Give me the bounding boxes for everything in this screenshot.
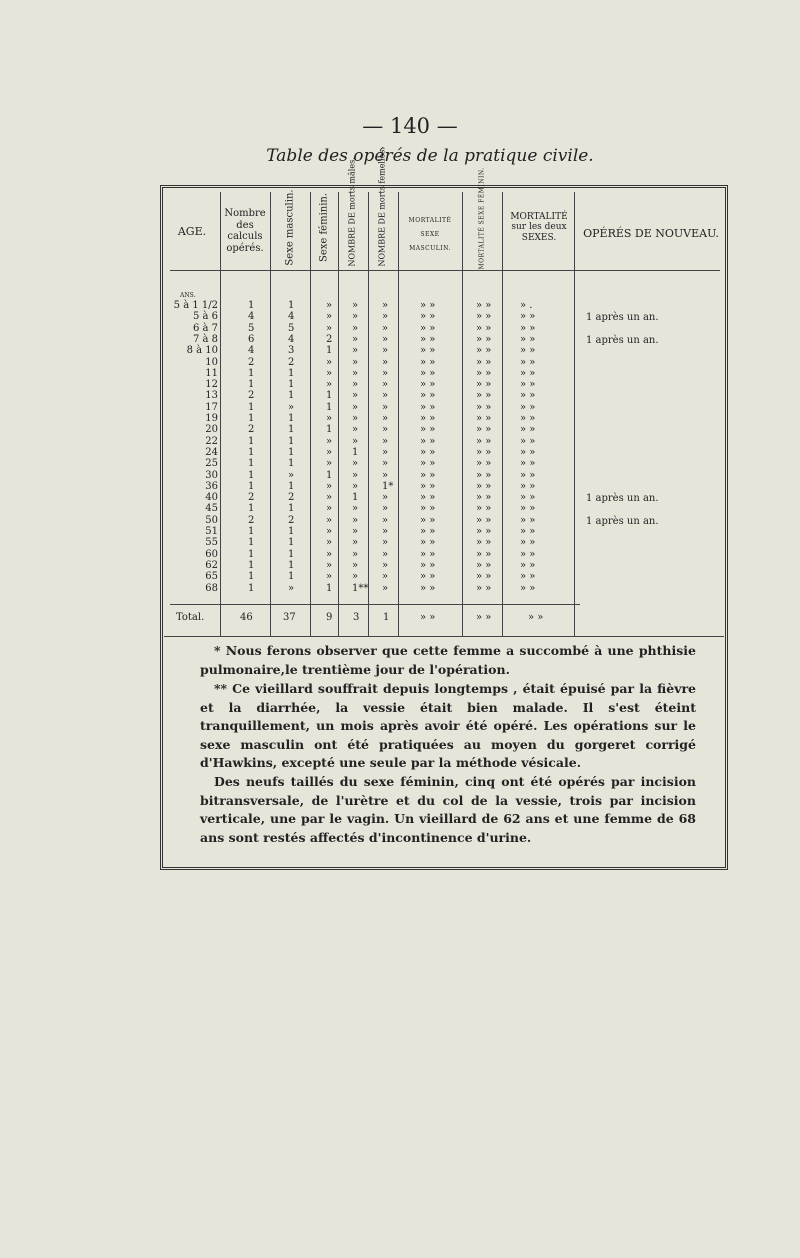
cell-mortalite-masc: » » bbox=[420, 356, 436, 368]
cell-mortalite-fem: » » bbox=[476, 469, 492, 481]
cell-sexe-fem: 1 bbox=[326, 469, 333, 481]
cell-sexe-fem: 1 bbox=[326, 401, 333, 413]
cell-calculs: 1 bbox=[248, 503, 255, 515]
cell-calculs: 1 bbox=[248, 582, 255, 594]
cell-calculs: 1 bbox=[248, 367, 255, 379]
cell-morts-femelles: » bbox=[382, 514, 389, 526]
cell-mortalite-fem: » » bbox=[476, 503, 492, 515]
cell-morts-males: 1** bbox=[352, 582, 369, 594]
cell-mortalite-deux: » » bbox=[520, 435, 536, 447]
cell-sexe-fem: » bbox=[326, 492, 333, 504]
cell-age: 20 bbox=[205, 424, 218, 436]
cell-calculs: 1 bbox=[248, 458, 255, 470]
cell-morts-femelles: » bbox=[382, 469, 389, 481]
cell-mortalite-deux: » » bbox=[520, 480, 536, 492]
header-morts-femelles: NOMBRE DE morts femelles. bbox=[377, 147, 387, 267]
cell-mortalite-masc: » » bbox=[420, 469, 436, 481]
col-divider bbox=[398, 192, 399, 636]
cell-mortalite-deux: » » bbox=[520, 333, 536, 345]
cell-mortalite-fem: » » bbox=[476, 333, 492, 345]
cell-sexe-fem: » bbox=[326, 367, 333, 379]
cell-sexe-masc: 1 bbox=[288, 379, 295, 391]
footnote-3 bbox=[200, 773, 696, 847]
header-sexe-masc: Sexe masculin. bbox=[284, 189, 296, 266]
cell-mortalite-fem: » » bbox=[476, 446, 492, 458]
cell-morts-males: » bbox=[352, 300, 359, 311]
cell-sexe-masc: 1 bbox=[288, 446, 295, 458]
cell-sexe-masc: 2 bbox=[288, 356, 295, 368]
cell-mortalite-fem: » » bbox=[476, 458, 492, 470]
cell-sexe-masc: 1 bbox=[288, 537, 295, 549]
cell-morts-males: » bbox=[352, 333, 359, 345]
cell-mortalite-deux: » » bbox=[520, 526, 536, 537]
cell-sexe-masc: 1 bbox=[288, 390, 295, 402]
cell-age: 55 bbox=[205, 537, 218, 549]
cell-sexe-fem: 1 bbox=[326, 424, 333, 436]
cell-sexe-fem: » bbox=[326, 356, 333, 368]
cell-calculs: 4 bbox=[248, 311, 255, 323]
cell-sexe-masc: 1 bbox=[288, 526, 295, 537]
cell-morts-males: » bbox=[352, 514, 359, 526]
cell-mortalite-masc: » » bbox=[420, 322, 436, 334]
cell-mortalite-fem: » » bbox=[476, 548, 492, 560]
header-operes: OPÉRÉS DE NOUVEAU. bbox=[583, 227, 719, 240]
cell-mortalite-fem: » » bbox=[476, 480, 492, 492]
cell-mortalite-deux: » » bbox=[520, 582, 536, 594]
cell-morts-femelles: » bbox=[382, 503, 389, 515]
total-masc: 37 bbox=[283, 612, 296, 623]
cell-mortalite-masc: » » bbox=[420, 526, 436, 537]
cell-morts-femelles: » bbox=[382, 333, 389, 345]
page-number: — 140 — bbox=[362, 114, 458, 138]
cell-morts-femelles: » bbox=[382, 582, 389, 594]
cell-mortalite-fem: » » bbox=[476, 514, 492, 526]
cell-mortalite-fem: » » bbox=[476, 356, 492, 368]
cell-morts-femelles: » bbox=[382, 345, 389, 357]
cell-age: 40 bbox=[205, 492, 218, 504]
cell-mortalite-masc: » » bbox=[420, 413, 436, 424]
cell-mortalite-masc: » » bbox=[420, 390, 436, 402]
cell-mortalite-masc: » » bbox=[420, 424, 436, 436]
cell-morts-femelles: » bbox=[382, 559, 389, 571]
cell-mortalite-masc: » » bbox=[420, 367, 436, 379]
cell-sexe-fem: » bbox=[326, 379, 333, 391]
cell-mortalite-deux: » » bbox=[520, 413, 536, 424]
col-divider bbox=[502, 192, 503, 636]
cell-calculs: 2 bbox=[248, 492, 255, 504]
cell-sexe-fem: » bbox=[326, 514, 333, 526]
cell-calculs: 2 bbox=[248, 514, 255, 526]
cell-calculs: 5 bbox=[248, 322, 255, 334]
cell-calculs: 2 bbox=[248, 424, 255, 436]
cell-sexe-masc: » bbox=[288, 469, 295, 481]
cell-morts-femelles: » bbox=[382, 458, 389, 470]
total-morts-males: 3 bbox=[353, 612, 360, 623]
cell-sexe-fem: 1 bbox=[326, 390, 333, 402]
cell-age: 19 bbox=[205, 413, 218, 424]
cell-age: 17 bbox=[205, 401, 218, 413]
cell-morts-femelles: » bbox=[382, 401, 389, 413]
cell-operes-note: 1 après un an. bbox=[586, 493, 659, 505]
cell-morts-males: » bbox=[352, 571, 359, 583]
cell-calculs: 1 bbox=[248, 435, 255, 447]
cell-mortalite-masc: » » bbox=[420, 503, 436, 515]
footnote-3-text: Des neufs taillés du sexe féminin, cinq ont été opérés par incision bitransversale, de l'urètre et du col de la vessie, trois par incision verticale, une par le vagin. Un vieillard de 62 ans et une femme de 68 ans sont restés affectés d'incontinence d'urine. bbox=[200, 774, 696, 845]
header-sexe-fem: Sexe féminin. bbox=[318, 192, 330, 263]
cell-sexe-fem: » bbox=[326, 559, 333, 571]
cell-age: 10 bbox=[205, 356, 218, 368]
header-rule bbox=[170, 270, 720, 271]
cell-mortalite-masc: » » bbox=[420, 401, 436, 413]
cell-mortalite-deux: » . bbox=[520, 300, 533, 311]
cell-sexe-masc: 5 bbox=[288, 322, 295, 334]
cell-morts-males: 1 bbox=[352, 446, 359, 458]
cell-morts-femelles: » bbox=[382, 356, 389, 368]
header-mortalite-fem: MORTALITÉ SEXE FÉMININ. bbox=[478, 167, 486, 270]
cell-morts-femelles: » bbox=[382, 537, 389, 549]
cell-mortalite-masc: » » bbox=[420, 514, 436, 526]
cell-age: 5 à 1 1/2 bbox=[173, 300, 218, 311]
cell-calculs: 4 bbox=[248, 345, 255, 357]
cell-morts-males: » bbox=[352, 537, 359, 549]
cell-morts-males: » bbox=[352, 413, 359, 424]
cell-sexe-fem: » bbox=[326, 458, 333, 470]
cell-sexe-masc: » bbox=[288, 582, 295, 594]
cell-mortalite-masc: » » bbox=[420, 379, 436, 391]
cell-calculs: 1 bbox=[248, 526, 255, 537]
header-age: AGE. bbox=[177, 225, 207, 238]
cell-morts-males: 1 bbox=[352, 492, 359, 504]
cell-age: 36 bbox=[205, 480, 218, 492]
cell-mortalite-fem: » » bbox=[476, 367, 492, 379]
cell-sexe-fem: 1 bbox=[326, 582, 333, 594]
cell-calculs: 6 bbox=[248, 333, 255, 345]
cell-calculs: 1 bbox=[248, 379, 255, 391]
cell-age: 5 à 6 bbox=[192, 311, 218, 323]
cell-morts-males: » bbox=[352, 322, 359, 334]
cell-mortalite-fem: » » bbox=[476, 526, 492, 537]
col-divider bbox=[574, 192, 575, 636]
cell-sexe-fem: » bbox=[326, 571, 333, 583]
cell-calculs: 1 bbox=[248, 548, 255, 560]
total-mortalite-masc: » » bbox=[420, 612, 436, 623]
cell-age: 7 à 8 bbox=[192, 333, 218, 345]
cell-age: 60 bbox=[205, 548, 218, 560]
cell-morts-males: » bbox=[352, 379, 359, 391]
footnote-2-text: ** Ce vieillard souffrait depuis longtemps , était épuisé par la fièvre et la diarrhée, la vessie était bien malade. Il s'est éteint tranquillement, un mois après avoir été opéré. Les opérations sur le sexe masculin ont été pratiquées au moyen du gorgeret corrigé d'Hawkins, excepté une seule par la méthode vésicale. bbox=[200, 681, 696, 770]
cell-morts-males: » bbox=[352, 345, 359, 357]
cell-age: 6 à 7 bbox=[192, 322, 218, 334]
cell-age: 8 à 10 bbox=[186, 345, 218, 357]
cell-age: 13 bbox=[205, 390, 218, 402]
cell-morts-femelles: » bbox=[382, 379, 389, 391]
cell-morts-femelles: » bbox=[382, 571, 389, 583]
total-label: Total. bbox=[176, 612, 205, 623]
cell-morts-femelles: » bbox=[382, 390, 389, 402]
cell-age: 12 bbox=[205, 379, 218, 391]
cell-mortalite-deux: » » bbox=[520, 424, 536, 436]
cell-age: 62 bbox=[205, 559, 218, 571]
cell-morts-males: » bbox=[352, 548, 359, 560]
cell-mortalite-fem: » » bbox=[476, 571, 492, 583]
cell-mortalite-fem: » » bbox=[476, 424, 492, 436]
ans-label: ANS. bbox=[180, 292, 196, 299]
header-calculs: Nombre des calculs opérés. bbox=[224, 208, 266, 254]
cell-mortalite-fem: » » bbox=[476, 311, 492, 323]
cell-mortalite-deux: » » bbox=[520, 503, 536, 515]
cell-sexe-masc: 1 bbox=[288, 458, 295, 470]
cell-mortalite-masc: » » bbox=[420, 333, 436, 345]
cell-mortalite-masc: » » bbox=[420, 571, 436, 583]
cell-morts-males: » bbox=[352, 503, 359, 515]
cell-sexe-masc: 4 bbox=[288, 311, 295, 323]
total-mortalite-deux: » » bbox=[528, 612, 544, 623]
cell-mortalite-deux: » » bbox=[520, 390, 536, 402]
footnote-1-text: * Nous ferons observer que cette femme a succombé à une phthisie pulmonaire,le trentième jour de l'opération. bbox=[200, 643, 696, 677]
cell-sexe-masc: 1 bbox=[288, 503, 295, 515]
cell-age: 45 bbox=[205, 503, 218, 515]
cell-sexe-masc: 2 bbox=[288, 492, 295, 504]
cell-morts-males: » bbox=[352, 367, 359, 379]
cell-mortalite-fem: » » bbox=[476, 300, 492, 311]
cell-mortalite-fem: » » bbox=[476, 345, 492, 357]
col-divider bbox=[310, 192, 311, 636]
cell-mortalite-masc: » » bbox=[420, 537, 436, 549]
cell-sexe-masc: 1 bbox=[288, 435, 295, 447]
cell-morts-males: » bbox=[352, 390, 359, 402]
cell-mortalite-deux: » » bbox=[520, 356, 536, 368]
total-morts-femelles: 1 bbox=[383, 612, 390, 623]
total-mortalite-fem: » » bbox=[476, 612, 492, 623]
col-divider bbox=[368, 192, 369, 636]
cell-sexe-masc: 2 bbox=[288, 514, 295, 526]
cell-mortalite-fem: » » bbox=[476, 379, 492, 391]
cell-age: 30 bbox=[205, 469, 218, 481]
cell-sexe-fem: » bbox=[326, 526, 333, 537]
cell-sexe-masc: 1 bbox=[288, 480, 295, 492]
cell-sexe-fem: » bbox=[326, 435, 333, 447]
cell-morts-males: » bbox=[352, 356, 359, 368]
cell-sexe-fem: » bbox=[326, 537, 333, 549]
cell-mortalite-deux: » » bbox=[520, 548, 536, 560]
cell-mortalite-deux: » » bbox=[520, 446, 536, 458]
cell-sexe-fem: » bbox=[326, 300, 333, 311]
header-morts-males: NOMBRE DE morts mâles. bbox=[347, 157, 357, 267]
cell-morts-males: » bbox=[352, 559, 359, 571]
cell-morts-femelles: » bbox=[382, 311, 389, 323]
cell-morts-femelles: 1* bbox=[382, 480, 394, 492]
cell-age: 51 bbox=[205, 526, 218, 537]
cell-morts-males: » bbox=[352, 526, 359, 537]
cell-sexe-masc: 1 bbox=[288, 413, 295, 424]
cell-morts-femelles: » bbox=[382, 424, 389, 436]
cell-sexe-masc: 1 bbox=[288, 571, 295, 583]
total-calculs: 46 bbox=[240, 612, 253, 623]
cell-sexe-fem: » bbox=[326, 548, 333, 560]
cell-mortalite-deux: » » bbox=[520, 367, 536, 379]
cell-mortalite-deux: » » bbox=[520, 514, 536, 526]
cell-age: 65 bbox=[205, 571, 218, 583]
header-mortalite-masc: MORTALITÉ SEXE MASCULIN. bbox=[408, 217, 452, 252]
cell-sexe-masc: 3 bbox=[288, 345, 295, 357]
cell-calculs: 1 bbox=[248, 300, 255, 311]
cell-morts-males: » bbox=[352, 458, 359, 470]
cell-mortalite-fem: » » bbox=[476, 492, 492, 504]
cell-morts-femelles: » bbox=[382, 322, 389, 334]
cell-sexe-masc: 1 bbox=[288, 300, 295, 311]
cell-mortalite-masc: » » bbox=[420, 480, 436, 492]
cell-sexe-masc: 1 bbox=[288, 559, 295, 571]
col-divider bbox=[462, 192, 463, 636]
cell-mortalite-deux: » » bbox=[520, 379, 536, 391]
cell-mortalite-deux: » » bbox=[520, 345, 536, 357]
cell-mortalite-deux: » » bbox=[520, 322, 536, 334]
cell-sexe-fem: 2 bbox=[326, 333, 333, 345]
cell-age: 68 bbox=[205, 582, 218, 594]
cell-mortalite-masc: » » bbox=[420, 458, 436, 470]
cell-morts-femelles: » bbox=[382, 446, 389, 458]
cell-mortalite-deux: » » bbox=[520, 492, 536, 504]
cell-mortalite-deux: » » bbox=[520, 458, 536, 470]
cell-calculs: 2 bbox=[248, 356, 255, 368]
cell-morts-femelles: » bbox=[382, 526, 389, 537]
col-divider bbox=[220, 192, 221, 636]
cell-mortalite-masc: » » bbox=[420, 492, 436, 504]
total-fem: 9 bbox=[326, 612, 333, 623]
cell-morts-males: » bbox=[352, 480, 359, 492]
cell-mortalite-masc: » » bbox=[420, 311, 436, 323]
footnote-2 bbox=[200, 680, 696, 773]
cell-age: 50 bbox=[205, 514, 218, 526]
cell-calculs: 1 bbox=[248, 401, 255, 413]
cell-mortalite-deux: » » bbox=[520, 311, 536, 323]
cell-morts-males: » bbox=[352, 469, 359, 481]
cell-mortalite-masc: » » bbox=[420, 548, 436, 560]
cell-morts-femelles: » bbox=[382, 435, 389, 447]
cell-mortalite-masc: » » bbox=[420, 582, 436, 594]
cell-sexe-fem: 1 bbox=[326, 345, 333, 357]
cell-mortalite-masc: » » bbox=[420, 345, 436, 357]
cell-sexe-masc: 1 bbox=[288, 367, 295, 379]
cell-mortalite-fem: » » bbox=[476, 401, 492, 413]
cell-morts-males: » bbox=[352, 311, 359, 323]
header-mortalite-deux: MORTALITÉ sur les deux SEXES. bbox=[510, 212, 568, 243]
cell-morts-males: » bbox=[352, 424, 359, 436]
cell-operes-note: 1 après un an. bbox=[586, 312, 659, 324]
cell-mortalite-masc: » » bbox=[420, 300, 436, 311]
cell-sexe-masc: 4 bbox=[288, 333, 295, 345]
cell-calculs: 1 bbox=[248, 469, 255, 481]
cell-calculs: 1 bbox=[248, 480, 255, 492]
cell-mortalite-fem: » » bbox=[476, 435, 492, 447]
col-divider bbox=[270, 192, 271, 636]
cell-mortalite-masc: » » bbox=[420, 559, 436, 571]
cell-mortalite-deux: » » bbox=[520, 469, 536, 481]
cell-operes-note: 1 après un an. bbox=[586, 334, 659, 346]
cell-age: 11 bbox=[205, 367, 218, 379]
cell-sexe-masc: » bbox=[288, 401, 295, 413]
cell-morts-femelles: » bbox=[382, 548, 389, 560]
cell-sexe-fem: » bbox=[326, 322, 333, 334]
cell-morts-males: » bbox=[352, 401, 359, 413]
cell-mortalite-masc: » » bbox=[420, 435, 436, 447]
cell-mortalite-fem: » » bbox=[476, 390, 492, 402]
cell-mortalite-fem: » » bbox=[476, 582, 492, 594]
cell-age: 22 bbox=[205, 435, 218, 447]
cell-sexe-masc: 1 bbox=[288, 548, 295, 560]
cell-mortalite-deux: » » bbox=[520, 571, 536, 583]
cell-sexe-fem: » bbox=[326, 446, 333, 458]
cell-operes-note: 1 après un an. bbox=[586, 515, 659, 527]
cell-calculs: 2 bbox=[248, 390, 255, 402]
cell-calculs: 1 bbox=[248, 446, 255, 458]
cell-sexe-fem: » bbox=[326, 503, 333, 515]
cell-sexe-masc: 1 bbox=[288, 424, 295, 436]
cell-morts-femelles: » bbox=[382, 492, 389, 504]
cell-morts-femelles: » bbox=[382, 367, 389, 379]
cell-morts-males: » bbox=[352, 435, 359, 447]
cell-mortalite-fem: » » bbox=[476, 537, 492, 549]
cell-calculs: 1 bbox=[248, 559, 255, 571]
cell-calculs: 1 bbox=[248, 413, 255, 424]
cell-age: 24 bbox=[205, 446, 218, 458]
cell-mortalite-fem: » » bbox=[476, 559, 492, 571]
footnote-1 bbox=[200, 642, 696, 679]
cell-mortalite-masc: » » bbox=[420, 446, 436, 458]
cell-mortalite-fem: » » bbox=[476, 413, 492, 424]
cell-mortalite-deux: » » bbox=[520, 537, 536, 549]
cell-calculs: 1 bbox=[248, 537, 255, 549]
cell-sexe-fem: » bbox=[326, 311, 333, 323]
cell-mortalite-deux: » » bbox=[520, 559, 536, 571]
cell-sexe-fem: » bbox=[326, 413, 333, 424]
page-title: Table des opérés de la pratique civile. bbox=[266, 146, 594, 166]
cell-sexe-fem: » bbox=[326, 480, 333, 492]
cell-morts-femelles: » bbox=[382, 413, 389, 424]
cell-mortalite-fem: » » bbox=[476, 322, 492, 334]
total-rule bbox=[170, 604, 580, 605]
col-divider bbox=[338, 192, 339, 636]
table-bottom-rule bbox=[164, 636, 724, 637]
cell-morts-femelles: » bbox=[382, 300, 389, 311]
cell-calculs: 1 bbox=[248, 571, 255, 583]
cell-mortalite-deux: » » bbox=[520, 401, 536, 413]
cell-age: 25 bbox=[205, 458, 218, 470]
